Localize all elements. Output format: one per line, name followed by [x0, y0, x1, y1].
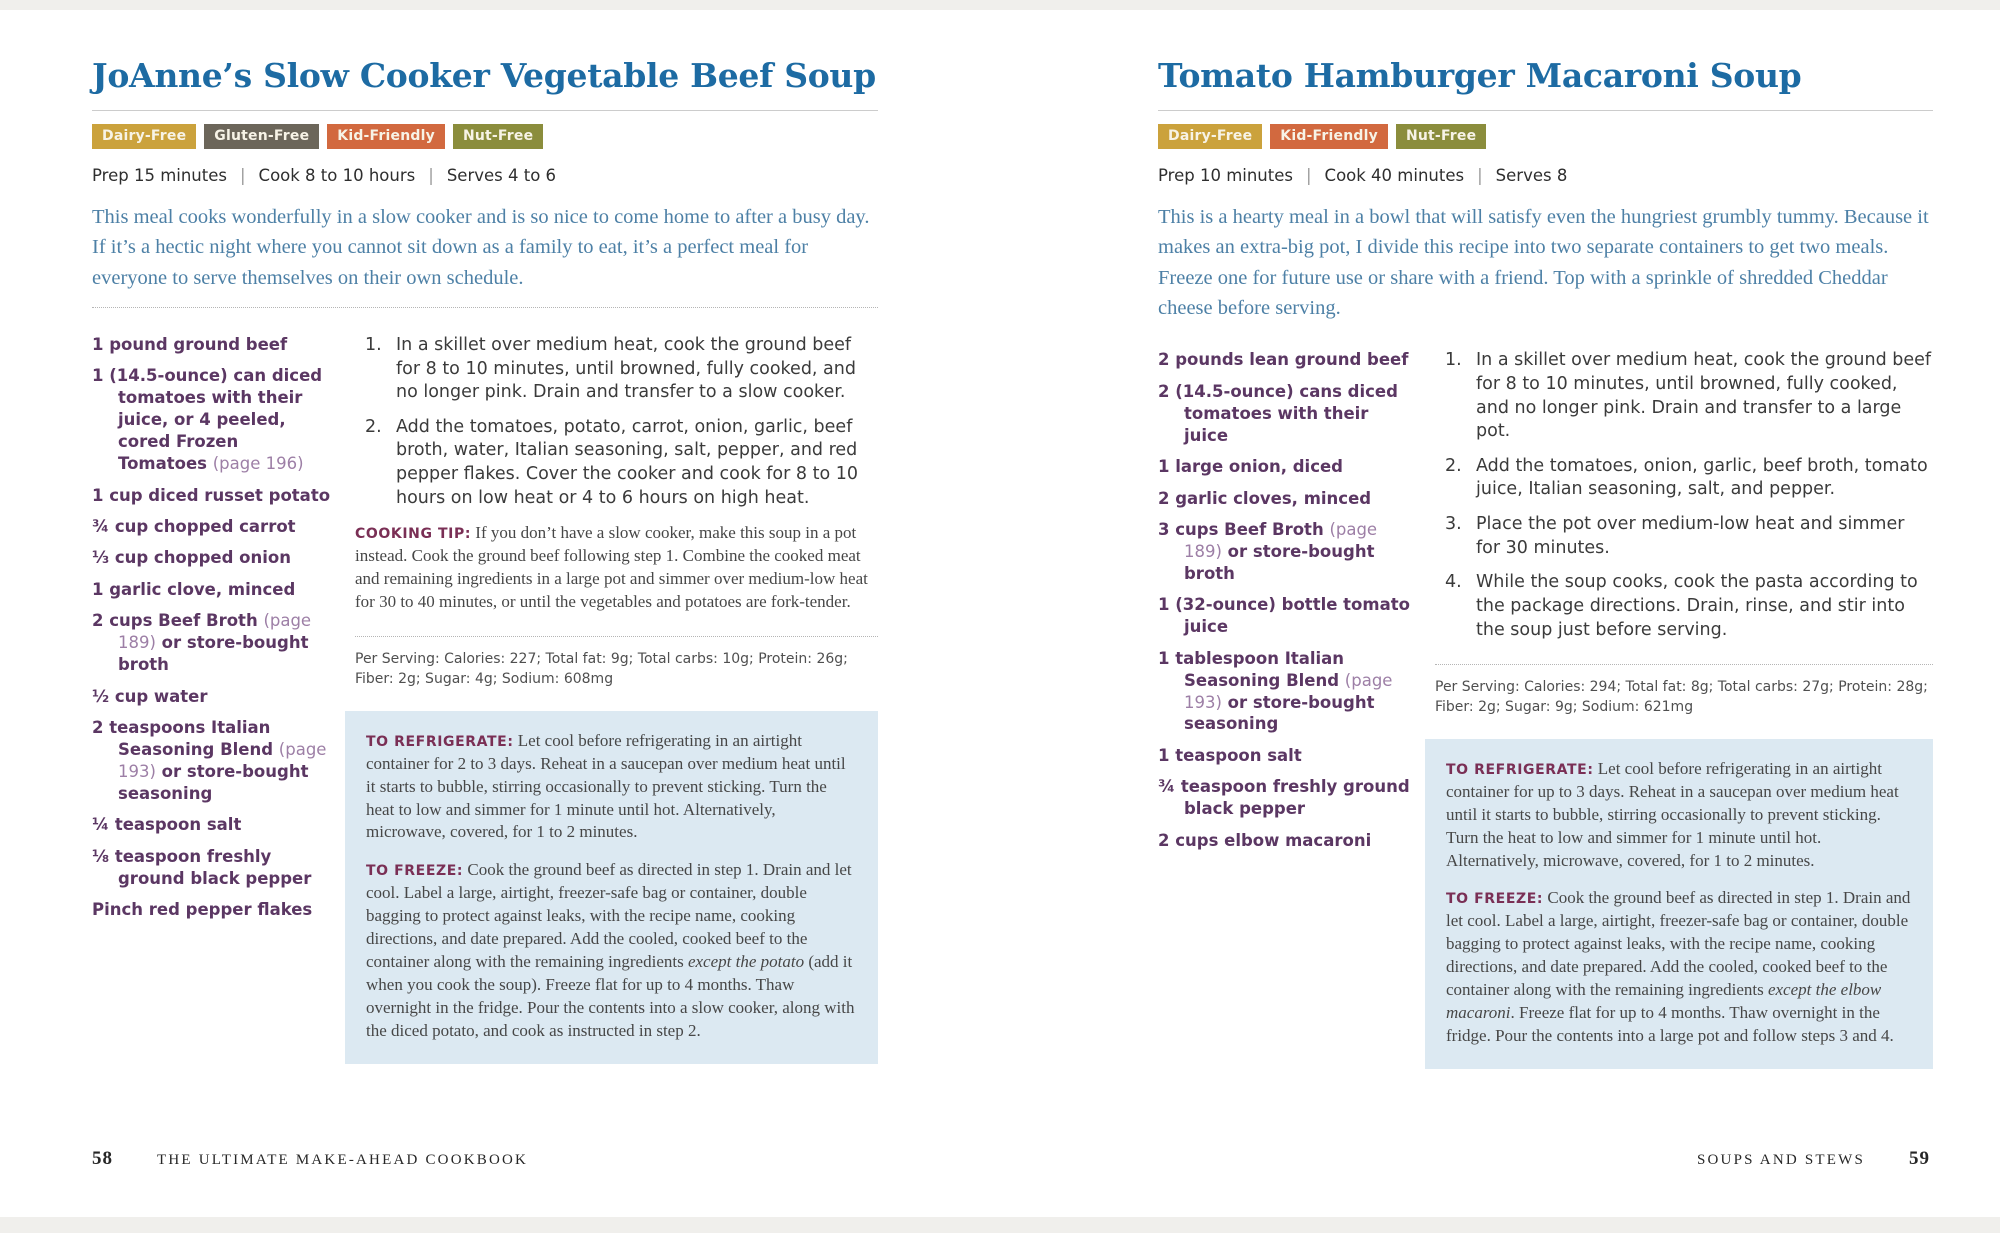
- per-serving-line: Per Serving: Calories: 294; Total fat: 8g; Total carbs: 27g; Protein: 28g; Fiber: 2g; Sugar: 9g; Sodium: 621mg: [1435, 679, 1928, 716]
- ingredient-item: [92, 610, 345, 676]
- text-run: 1 garlic clove, minced: [92, 579, 296, 599]
- instruction-step: In a skillet over medium heat, cook the ground beef for 8 to 10 minutes, until browned, fully cooked, and no longer pink. Drain and transfer to a slow cooker.: [396, 334, 856, 403]
- ingredient-item: [92, 334, 345, 356]
- instruction-step: Place the pot over medium-low heat and simmer for 30 minutes.: [1476, 514, 1905, 558]
- storage-box: [345, 711, 878, 1064]
- storage-box: [1425, 739, 1933, 1069]
- ingredient-item: [1158, 830, 1425, 852]
- text-run: 2 pounds lean ground beef: [1158, 350, 1409, 370]
- title-divider: [92, 110, 878, 111]
- text-run: or store-bought broth: [118, 633, 309, 675]
- text-run: 2 cups Beef Broth: [92, 611, 264, 631]
- text-run: 2 garlic cloves, minced: [1158, 488, 1372, 508]
- diet-badge-row: [1158, 124, 1933, 149]
- recipe-page-left: [92, 56, 878, 1064]
- cooking-tip-label: COOKING TIP:: [355, 526, 472, 543]
- text-run: ½ cup water: [92, 686, 208, 706]
- page-reference: (page 189): [118, 611, 312, 653]
- refrigerate-paragraph: [1446, 758, 1912, 873]
- freeze-text: [366, 860, 854, 1040]
- refrigerate-label: TO REFRIGERATE:: [1446, 761, 1594, 778]
- scan-edge-bottom: [0, 1217, 2000, 1233]
- diet-badge: Nut-Free: [1396, 124, 1486, 149]
- diet-badge: Nut-Free: [453, 124, 543, 149]
- diet-badge: Dairy-Free: [1158, 124, 1262, 149]
- text-run: 1 (14.5-ounce) can diced tomatoes with their juice, or 4 peeled, cored Frozen Tomatoes: [92, 366, 323, 474]
- meta-separator: |: [1477, 166, 1483, 185]
- refrigerate-label: TO REFRIGERATE:: [366, 733, 514, 750]
- freeze-text: [1446, 888, 1910, 1045]
- meta-item: Cook 8 to 10 hours: [258, 166, 416, 185]
- instruction-step: Add the tomatoes, potato, carrot, onion, garlic, beef broth, water, Italian seasoning, salt, pepper, and red pepper flakes. Cover the cooker and cook for 8 to 10 hours on low heat or 4 to 6 hours on high heat.: [396, 416, 858, 508]
- meta-separator: |: [1305, 166, 1312, 185]
- meta-separator: |: [428, 166, 434, 185]
- method-column: [345, 334, 878, 1064]
- ingredient-item: [92, 717, 345, 805]
- text-run: 1 teaspoon salt: [1158, 745, 1302, 765]
- ingredient-item: [1158, 456, 1425, 478]
- recipe-body: [1158, 349, 1933, 1069]
- text-run: ¼ teaspoon salt: [92, 815, 242, 835]
- per-serving-divider: [1435, 664, 1933, 665]
- text-run: 1 large onion, diced: [1158, 457, 1343, 477]
- book-title: THE ULTIMATE MAKE-AHEAD COOKBOOK: [157, 1152, 529, 1168]
- ingredient-item: [92, 516, 345, 538]
- instructions-list: [1445, 349, 1933, 642]
- page-number-right: 59: [1909, 1148, 1930, 1169]
- meta-item: Serves 8: [1495, 166, 1568, 185]
- diet-badge: Kid-Friendly: [327, 124, 445, 149]
- meta-item: Prep 10 minutes: [1158, 166, 1293, 185]
- refrigerate-text: Let cool before refrigerating in an airtight container for up to 3 days. Reheat in a saucepan over medium heat until it starts to bubble, stirring occasionally to prevent sticking. Turn the heat to low and simmer for 1 minute until hot. Alternatively, microwave, covered, for 1 to 2 minutes.: [1446, 758, 1899, 870]
- meta-separator: |: [239, 166, 246, 185]
- text-run: 1 (32-ounce) bottle tomato juice: [1158, 595, 1410, 637]
- recipe-meta: [92, 166, 878, 185]
- title-divider: [1158, 110, 1933, 111]
- meta-item: Prep 15 minutes: [92, 166, 227, 185]
- ingredient-item: [92, 686, 345, 708]
- refrigerate-text: Let cool before refrigerating in an airtight container for 2 to 3 days. Reheat in a saucepan over medium heat until it starts to bubble, stirring occasionally to prevent sticking. Turn the heat to low and simmer for 1 minute until hot. Alternatively, microwave, covered, for 1 to 2 minutes.: [366, 730, 846, 842]
- text-run: ¾ teaspoon freshly ground black pepper: [1158, 777, 1410, 819]
- text-run: or store-bought seasoning: [118, 761, 309, 803]
- text-run: 3 cups Beef Broth: [1158, 519, 1330, 539]
- text-run: except the elbow macaroni: [1446, 980, 1882, 1023]
- freeze-label: TO FREEZE:: [1446, 891, 1544, 908]
- page-reference: (page 193): [1184, 670, 1393, 712]
- instruction-step: In a skillet over medium heat, cook the ground beef for 8 to 10 minutes, until browned, fully cooked, and no longer pink. Drain and transfer to a large pot.: [1476, 350, 1932, 442]
- ingredients-list: [1158, 349, 1425, 851]
- diet-badge: Gluten-Free: [204, 124, 319, 149]
- text-run: ⅓ cup chopped onion: [92, 548, 291, 568]
- text-run: 2 teaspoons Italian Seasoning Blend: [92, 718, 279, 760]
- meta-item: Serves 4 to 6: [446, 166, 557, 185]
- recipe-title: JoAnne’s Slow Cooker Vegetable Beef Soup: [92, 56, 876, 95]
- page-reference: (page 189): [1184, 519, 1378, 561]
- recipe-description: This meal cooks wonderfully in a slow cooker and is so nice to come home to after a busy day. If it’s a hectic night where you cannot sit down as a family to eat, it’s a perfect meal for everyone to serve themselves on their own schedule.: [92, 206, 870, 289]
- text-run: except the potato: [687, 952, 805, 972]
- ingredient-item: [92, 485, 345, 507]
- text-run: Pinch red pepper flakes: [92, 900, 313, 920]
- footer-left: [92, 1148, 528, 1170]
- text-run: ⅛ teaspoon freshly ground black pepper: [92, 846, 312, 888]
- ingredient-item: [92, 899, 345, 921]
- ingredient-item: [1158, 648, 1425, 736]
- ingredient-item: [1158, 776, 1425, 820]
- method-column: [1425, 349, 1933, 1069]
- per-serving-divider: [355, 636, 878, 637]
- text-run: Cook the ground beef as directed in step 1. Drain and let cool. Label a large, airtight, freezer-safe bag or container, double bagging to protect against leaks, with the recipe name, cooking directions, and date prepared. Add the cooled, cooked beef to the container along with the remaining ingredients: [1446, 888, 1911, 1000]
- freeze-paragraph: [1446, 887, 1912, 1048]
- text-run: 2 (14.5-ounce) cans diced tomatoes with their juice: [1158, 381, 1398, 445]
- page-number-left: 58: [92, 1148, 113, 1169]
- ingredients-column: [1158, 349, 1425, 1069]
- text-run: (add it when you cook the soup). Freeze flat for up to 4 months. Thaw overnight in the fridge. Pour the contents into a slow cooker, along with the diced potato, and cook as instructed in step 2.: [366, 952, 855, 1040]
- recipe-title: Tomato Hamburger Macaroni Soup: [1158, 56, 1802, 95]
- text-run: Cook the ground beef as directed in step 1. Drain and let cool. Label a large, airtight, freezer-safe bag or container, double bagging to protect against leaks, with the recipe name, cooking directions, and date prepared. Add the cooled, cooked beef to the container along with the remaining ingredients: [366, 860, 852, 972]
- ingredient-item: [1158, 381, 1425, 447]
- scan-edge-top: [0, 0, 2000, 10]
- ingredients-column: [92, 334, 345, 1064]
- text-run: 2 cups elbow macaroni: [1158, 830, 1372, 850]
- text-run: 1 cup diced russet potato: [92, 485, 331, 505]
- cooking-tip-text: If you don’t have a slow cooker, make this soup in a pot instead. Cook the ground beef following step 1. Combine the cooked meat and remaining ingredients in a large pot and simmer over medium-low heat for 30 to 40 minutes, or until the vegetables and potatoes are fork-tender.: [355, 523, 868, 612]
- diet-badge-row: [92, 124, 878, 149]
- ingredient-item: [92, 579, 345, 601]
- refrigerate-paragraph: [366, 730, 857, 845]
- ingredient-item: [1158, 349, 1425, 371]
- ingredient-item: [92, 547, 345, 569]
- ingredient-item: [1158, 488, 1425, 510]
- recipe-page-right: [1158, 56, 1933, 1069]
- ingredient-item: [1158, 745, 1425, 767]
- ingredient-item: [1158, 519, 1425, 585]
- section-title: SOUPS AND STEWS: [1696, 1152, 1865, 1168]
- ingredient-item: [1158, 594, 1425, 638]
- per-serving-line: Per Serving: Calories: 227; Total fat: 9g; Total carbs: 10g; Protein: 26g; Fiber: 2g; Sugar: 4g; Sodium: 608mg: [355, 651, 848, 688]
- ingredient-item: [92, 814, 345, 836]
- instructions-list: [365, 334, 878, 510]
- freeze-paragraph: [366, 859, 857, 1043]
- freeze-label: TO FREEZE:: [366, 863, 464, 880]
- recipe-body: [92, 334, 878, 1064]
- text-run: 1 tablespoon Italian Seasoning Blend: [1158, 648, 1345, 690]
- page-reference: (page 193): [118, 740, 327, 781]
- ingredients-list: [92, 334, 345, 921]
- ingredient-item: [92, 365, 345, 475]
- diet-badge: Dairy-Free: [92, 124, 196, 149]
- meta-item: Cook 40 minutes: [1324, 166, 1465, 185]
- text-run: or store-bought seasoning: [1184, 692, 1375, 734]
- text-run: ¾ cup chopped carrot: [92, 517, 296, 537]
- instruction-step: While the soup cooks, cook the pasta according to the package directions. Drain, rinse, and stir into the soup just before serving.: [1476, 572, 1918, 640]
- recipe-description: This is a hearty meal in a bowl that will satisfy even the hungriest grumbly tummy. Because it makes an extra-big pot, I divide this recipe into two separate containers to get two meals. Freeze one for future use or share with a friend. Top with a sprinkle of shredded Cheddar cheese before serving.: [1158, 206, 1929, 319]
- text-run: . Freeze flat for up to 4 months. Thaw overnight in the fridge. Pour the contents into a large pot and follow steps 3 and 4.: [1446, 1003, 1894, 1046]
- ingredient-item: [92, 846, 345, 890]
- text-run: 1 pound ground beef: [92, 334, 288, 354]
- diet-badge: Kid-Friendly: [1270, 124, 1388, 149]
- recipe-meta: [1158, 166, 1933, 185]
- description-divider: [92, 307, 878, 308]
- text-run: or store-bought broth: [1184, 541, 1375, 583]
- footer-right: [1697, 1148, 1930, 1170]
- cooking-tip: [355, 522, 878, 614]
- page-reference: (page 196): [212, 454, 304, 474]
- instruction-step: Add the tomatoes, onion, garlic, beef broth, tomato juice, Italian seasoning, salt, and pepper.: [1476, 455, 1928, 500]
